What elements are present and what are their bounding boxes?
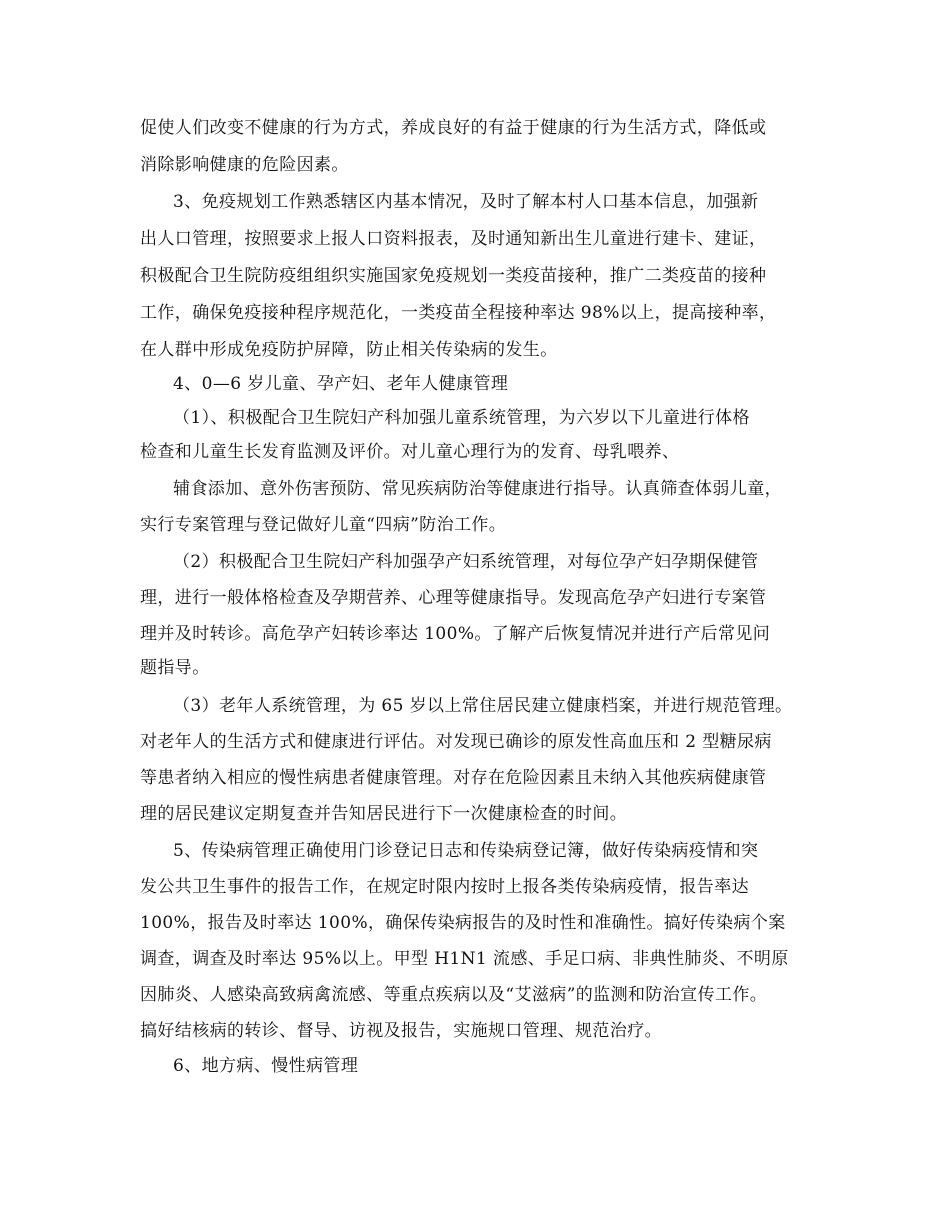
text-line: 出人口管理，按照要求上报人口资料报表，及时通知新出生儿童进行建卡、建证，	[140, 229, 767, 249]
text-line: 对老年人的生活方式和健康进行评估。对发现已确诊的原发性高血压和 2 型糖尿病	[140, 732, 772, 752]
text-line: 工作，确保免疫接种程序规范化，一类疫苗全程接种率达 98%以上，提高接种率，	[140, 303, 777, 323]
text-line: 100%，报告及时率达 100%，确保传染病报告的及时性和准确性。搞好传染病个案	[140, 913, 786, 933]
section-heading: 4、0—6 岁儿童、孕产妇、老年人健康管理	[173, 374, 509, 394]
text-line: 检查和儿童生长发育监测及评价。对儿童心理行为的发育、母乳喂养、	[140, 442, 680, 462]
text-line: 消除影响健康的危险因素。	[140, 155, 349, 175]
text-line: 辅食添加、意外伤害预防、常见疾病防治等健康进行指导。认真筛查体弱儿童，	[173, 479, 782, 499]
text-line: （3）老年人系统管理，为 65 岁以上常住居民建立健康档案，并进行规范管理。	[173, 696, 793, 716]
text-line: 理并及时转诊。高危孕产妇转诊率达 100%。了解产后恢复情况并进行产后常见问	[140, 624, 771, 644]
text-line: 促使人们改变不健康的行为方式，养成良好的有益于健康的行为生活方式，降低或	[140, 118, 767, 138]
text-line: 3、免疫规划工作熟悉辖区内基本情况，及时了解本村人口基本信息，加强新	[173, 192, 759, 212]
text-line: 理的居民建议定期复查并告知居民进行下一次健康检查的时间。	[140, 804, 628, 824]
text-line: 积极配合卫生院防疫组组织实施国家免疫规划一类疫苗接种，推广二类疫苗的接种	[140, 266, 767, 286]
text-line: 在人群中形成免疫防护屏障，防止相关传染病的发生。	[140, 340, 558, 360]
text-line: 调查，调查及时率达 95%以上。甲型 H1N1 流感、手足口病、非典性肺炎、不明原	[140, 949, 789, 969]
text-line: 实行专案管理与登记做好儿童“四病”防治工作。	[140, 515, 507, 535]
text-line: 理，进行一般体格检查及孕期营养、心理等健康指导。发现高危孕产妇进行专案管	[140, 588, 767, 608]
text-line: 发公共卫生事件的报告工作，在规定时限内按时上报各类传染病疫情，报告率达	[140, 877, 749, 897]
section-heading: 6、地方病、慢性病管理	[173, 1056, 359, 1076]
text-line: 题指导。	[140, 658, 210, 678]
text-line: （2）积极配合卫生院妇产科加强孕产妇系统管理，对每位孕产妇孕期保健管	[173, 552, 759, 572]
text-line: 5、传染病管理正确使用门诊登记日志和传染病登记簿，做好传染病疫情和突	[173, 841, 759, 861]
text-line: 搞好结核病的转诊、督导、访视及报告，实施规口管理、规范治疗。	[140, 1021, 662, 1041]
text-line: 因肺炎、人感染高致病禽流感、等重点疾病以及“艾滋病”的监测和防治宣传工作。	[140, 985, 768, 1005]
text-line: 等患者纳入相应的慢性病患者健康管理。对存在危险因素且未纳入其他疾病健康管	[140, 768, 767, 788]
text-line: （1）、积极配合卫生院妇产科加强儿童系统管理，为六岁以下儿童进行体格	[173, 408, 750, 428]
